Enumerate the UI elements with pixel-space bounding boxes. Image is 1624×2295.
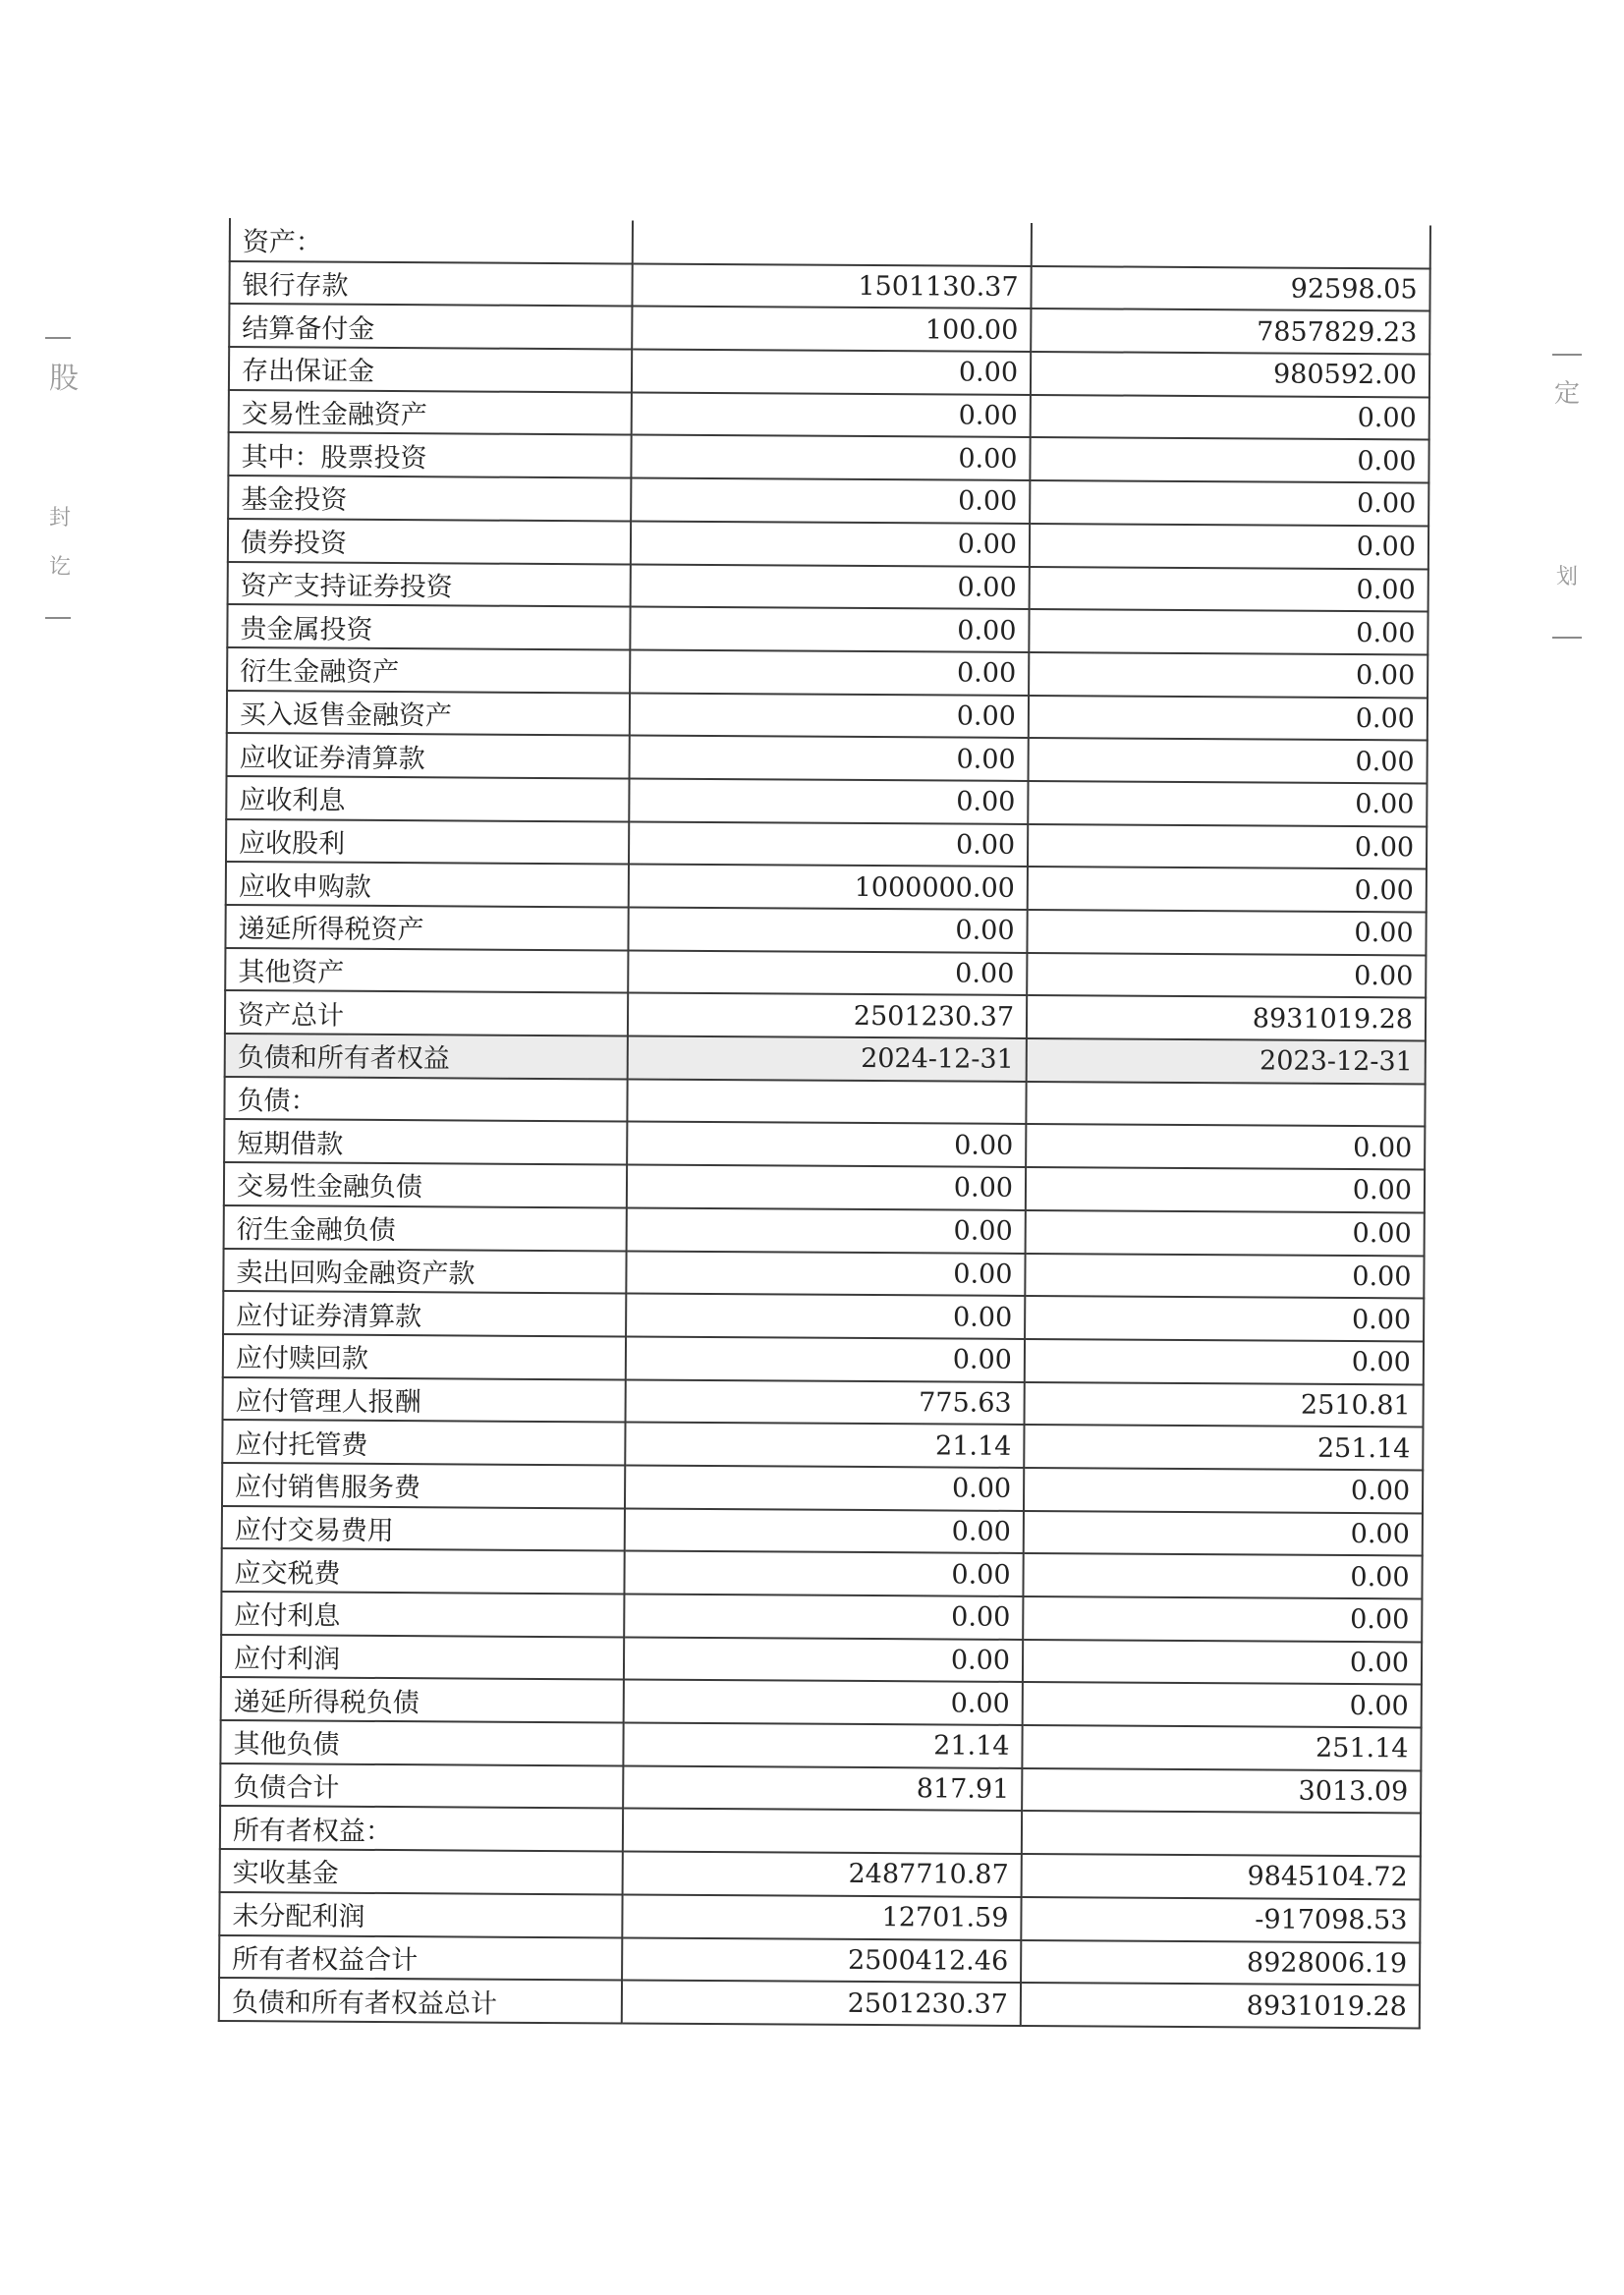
value-2023: 251.14 <box>1022 1725 1421 1770</box>
row-label: 递延所得税负债 <box>221 1677 624 1722</box>
value-2024: 0.00 <box>624 1551 1023 1596</box>
table-row <box>227 647 1428 698</box>
table-row <box>229 390 1429 440</box>
table-row <box>228 476 1428 526</box>
value-2024 <box>627 1079 1026 1124</box>
table-row <box>222 1420 1423 1470</box>
value-2024: 1501130.37 <box>632 263 1031 308</box>
row-label: 存出保证金 <box>229 347 632 392</box>
value-2023: 3013.09 <box>1022 1768 1421 1814</box>
row-label: 买入返售金融资产 <box>227 691 630 736</box>
value-2023: 0.00 <box>1025 1253 1424 1298</box>
row-label: 银行存款 <box>229 261 632 307</box>
value-2023: 0.00 <box>1029 652 1428 698</box>
table-row <box>220 1849 1421 1899</box>
value-2024: 100.00 <box>632 307 1031 352</box>
row-label: 衍生金融资产 <box>227 647 630 693</box>
row-label: 负债和所有者权益 <box>225 1034 628 1079</box>
value-2024: 0.00 <box>630 649 1029 695</box>
row-label: 卖出回购金融资产款 <box>223 1248 626 1293</box>
row-label: 所有者权益： <box>220 1806 623 1851</box>
value-2023: 0.00 <box>1024 1468 1423 1513</box>
table-row <box>228 561 1428 611</box>
value-2023 <box>1026 1082 1425 1127</box>
table-row <box>219 1978 1420 2028</box>
row-label: 实收基金 <box>220 1849 623 1894</box>
value-2023 <box>1022 1811 1421 1856</box>
margin-seal-char: 封 <box>49 506 72 531</box>
balance-sheet-body <box>219 218 1430 2028</box>
row-label: 交易性金融负债 <box>224 1162 627 1207</box>
value-2023: 8931019.28 <box>1027 995 1426 1040</box>
value-2023: 0.00 <box>1030 566 1428 611</box>
value-2023: 0.00 <box>1031 395 1429 440</box>
table-row <box>221 1677 1422 1727</box>
table-row <box>227 691 1428 741</box>
value-2024: 2487710.87 <box>623 1852 1022 1897</box>
row-label: 应付利润 <box>221 1635 624 1680</box>
value-2023: 92598.05 <box>1031 266 1429 311</box>
value-2024: 21.14 <box>625 1423 1024 1468</box>
value-2024: 0.00 <box>626 1251 1025 1296</box>
value-2024: 0.00 <box>630 693 1029 738</box>
value-2024: 0.00 <box>631 564 1030 609</box>
value-2023: 7857829.23 <box>1031 308 1429 354</box>
table-row <box>228 432 1428 482</box>
value-2024: 0.00 <box>627 1207 1026 1253</box>
row-label: 负债： <box>224 1077 627 1122</box>
row-label: 应交税费 <box>221 1548 624 1594</box>
row-label: 其他资产 <box>225 948 628 993</box>
table-row <box>227 604 1428 654</box>
value-2024: 0.00 <box>625 1508 1024 1553</box>
value-2024: 0.00 <box>628 950 1027 995</box>
value-2024: 0.00 <box>632 392 1031 437</box>
value-2023: 2510.81 <box>1025 1382 1424 1427</box>
margin-mark-line <box>45 337 71 339</box>
value-2024: 2501230.37 <box>622 1981 1021 2026</box>
value-2023: 0.00 <box>1028 781 1427 826</box>
value-2023: 0.00 <box>1029 696 1428 741</box>
row-label: 应收利息 <box>226 776 629 821</box>
value-2023: 2023-12-31 <box>1027 1038 1426 1084</box>
row-label: 衍生金融负债 <box>224 1205 627 1251</box>
value-2024: 0.00 <box>626 1336 1025 1381</box>
table-row <box>221 1592 1422 1642</box>
row-label: 应付托管费 <box>222 1420 625 1465</box>
row-label: 资产总计 <box>225 990 628 1036</box>
value-2024: 12701.59 <box>622 1894 1021 1939</box>
table-row <box>226 819 1427 869</box>
table-row <box>225 905 1426 955</box>
value-2024: 0.00 <box>630 736 1029 781</box>
table-row <box>223 1334 1424 1384</box>
table-row <box>229 347 1429 397</box>
margin-seal-char: 定 <box>1554 379 1581 409</box>
table-row <box>226 862 1427 912</box>
margin-mark-line <box>45 617 71 619</box>
table-row <box>230 218 1430 268</box>
table-row <box>223 1248 1424 1298</box>
table-row <box>224 1119 1425 1169</box>
value-2023: -917098.53 <box>1021 1897 1420 1942</box>
value-2023: 0.00 <box>1026 1210 1425 1256</box>
value-2023: 0.00 <box>1030 480 1428 526</box>
value-2024: 0.00 <box>629 821 1028 867</box>
value-2023: 0.00 <box>1023 1640 1422 1685</box>
table-row <box>224 1205 1425 1256</box>
table-row <box>220 1763 1421 1814</box>
row-label: 交易性金融资产 <box>229 390 632 435</box>
value-2023: 0.00 <box>1028 824 1427 869</box>
table-row <box>226 776 1427 826</box>
value-2023: 0.00 <box>1023 1682 1422 1727</box>
value-2023: 0.00 <box>1027 953 1426 998</box>
row-label: 基金投资 <box>228 476 631 521</box>
value-2024: 0.00 <box>626 1294 1025 1339</box>
row-label: 应付管理人报酬 <box>223 1377 626 1423</box>
row-label: 应付销售服务费 <box>222 1463 625 1508</box>
value-2024: 0.00 <box>630 607 1029 652</box>
row-label: 应收申购款 <box>226 862 629 907</box>
value-2024: 2024-12-31 <box>628 1036 1027 1082</box>
table-row <box>223 1377 1424 1427</box>
table-row <box>222 1463 1423 1513</box>
value-2023: 0.00 <box>1029 738 1428 783</box>
row-label: 所有者权益合计 <box>219 1934 622 1980</box>
margin-seal-char: 讫 <box>49 555 72 580</box>
value-2023: 0.00 <box>1028 867 1427 912</box>
value-2023: 0.00 <box>1025 1339 1424 1384</box>
margin-mark-line <box>1552 354 1582 356</box>
value-2024: 0.00 <box>625 1465 1024 1510</box>
value-2024: 0.00 <box>627 1165 1026 1210</box>
table-row <box>229 304 1429 354</box>
row-label: 负债和所有者权益总计 <box>219 1978 622 2023</box>
table-row <box>224 1077 1425 1127</box>
table-row <box>221 1548 1422 1598</box>
value-2024: 0.00 <box>631 478 1030 524</box>
row-label: 递延所得税资产 <box>225 905 628 950</box>
table-row <box>224 1162 1425 1212</box>
row-label: 负债合计 <box>220 1763 623 1809</box>
table-row <box>220 1806 1421 1856</box>
table-row <box>229 261 1429 311</box>
value-2024: 775.63 <box>626 1379 1025 1425</box>
value-2024: 0.00 <box>624 1637 1023 1682</box>
value-2024: 817.91 <box>623 1765 1022 1811</box>
value-2024: 0.00 <box>624 1680 1023 1725</box>
row-label: 其中：股票投资 <box>228 432 631 477</box>
value-2024: 0.00 <box>632 350 1031 395</box>
row-label: 应收证券清算款 <box>227 733 630 778</box>
value-2023: 0.00 <box>1030 437 1428 482</box>
table-row <box>227 733 1428 783</box>
value-2024: 21.14 <box>623 1723 1022 1768</box>
value-2023: 0.00 <box>1030 524 1428 569</box>
margin-seal-char: 股 <box>49 362 79 396</box>
table-row <box>222 1506 1423 1556</box>
table-row <box>225 948 1426 998</box>
value-2023: 251.14 <box>1024 1425 1423 1470</box>
row-label: 资产支持证券投资 <box>228 561 631 606</box>
row-label: 应付赎回款 <box>223 1334 626 1379</box>
balance-sheet-table <box>218 218 1431 2029</box>
value-2024 <box>623 1809 1022 1854</box>
value-2023: 0.00 <box>1026 1167 1425 1212</box>
value-2024: 0.00 <box>629 778 1028 823</box>
value-2023: 0.00 <box>1027 910 1426 955</box>
value-2023: 0.00 <box>1029 609 1428 654</box>
table-row <box>221 1635 1422 1685</box>
table-row <box>219 1934 1420 1985</box>
table-row <box>223 1291 1424 1341</box>
row-label: 结算备付金 <box>229 304 632 349</box>
row-label: 短期借款 <box>224 1119 627 1164</box>
row-label: 应收股利 <box>226 819 629 865</box>
row-label: 应付交易费用 <box>222 1506 625 1551</box>
value-2023: 0.00 <box>1023 1553 1422 1598</box>
value-2023 <box>1032 223 1430 268</box>
value-2024: 2501230.37 <box>628 993 1027 1038</box>
value-2024 <box>633 221 1032 266</box>
value-2024: 1000000.00 <box>629 865 1028 910</box>
value-2023: 8928006.19 <box>1021 1939 1420 1985</box>
margin-seal-char: 划 <box>1556 565 1579 589</box>
row-label: 未分配利润 <box>219 1892 622 1937</box>
table-row <box>228 519 1428 569</box>
value-2023: 0.00 <box>1026 1124 1425 1169</box>
table-row <box>220 1720 1421 1770</box>
value-2024: 0.00 <box>631 435 1030 480</box>
margin-mark-line <box>1552 637 1582 639</box>
value-2023: 0.00 <box>1024 1511 1423 1556</box>
row-label: 其他负债 <box>220 1720 623 1765</box>
row-label: 应付证券清算款 <box>223 1291 626 1336</box>
value-2024: 2500412.46 <box>622 1937 1021 1983</box>
row-label: 债券投资 <box>228 519 631 564</box>
table-row <box>225 1034 1426 1084</box>
value-2023: 980592.00 <box>1031 352 1429 397</box>
row-label: 贵金属投资 <box>227 604 630 649</box>
table-row <box>219 1892 1420 1942</box>
value-2023: 0.00 <box>1023 1596 1422 1642</box>
value-2024: 0.00 <box>631 521 1030 566</box>
table-row <box>225 990 1426 1040</box>
value-2023: 0.00 <box>1025 1296 1424 1341</box>
value-2023: 8931019.28 <box>1021 1983 1420 2028</box>
value-2024: 0.00 <box>628 907 1027 952</box>
value-2024: 0.00 <box>624 1594 1023 1639</box>
value-2024: 0.00 <box>627 1122 1026 1167</box>
row-label: 资产： <box>230 218 633 263</box>
row-label: 应付利息 <box>221 1592 624 1637</box>
value-2023: 9845104.72 <box>1022 1854 1421 1899</box>
